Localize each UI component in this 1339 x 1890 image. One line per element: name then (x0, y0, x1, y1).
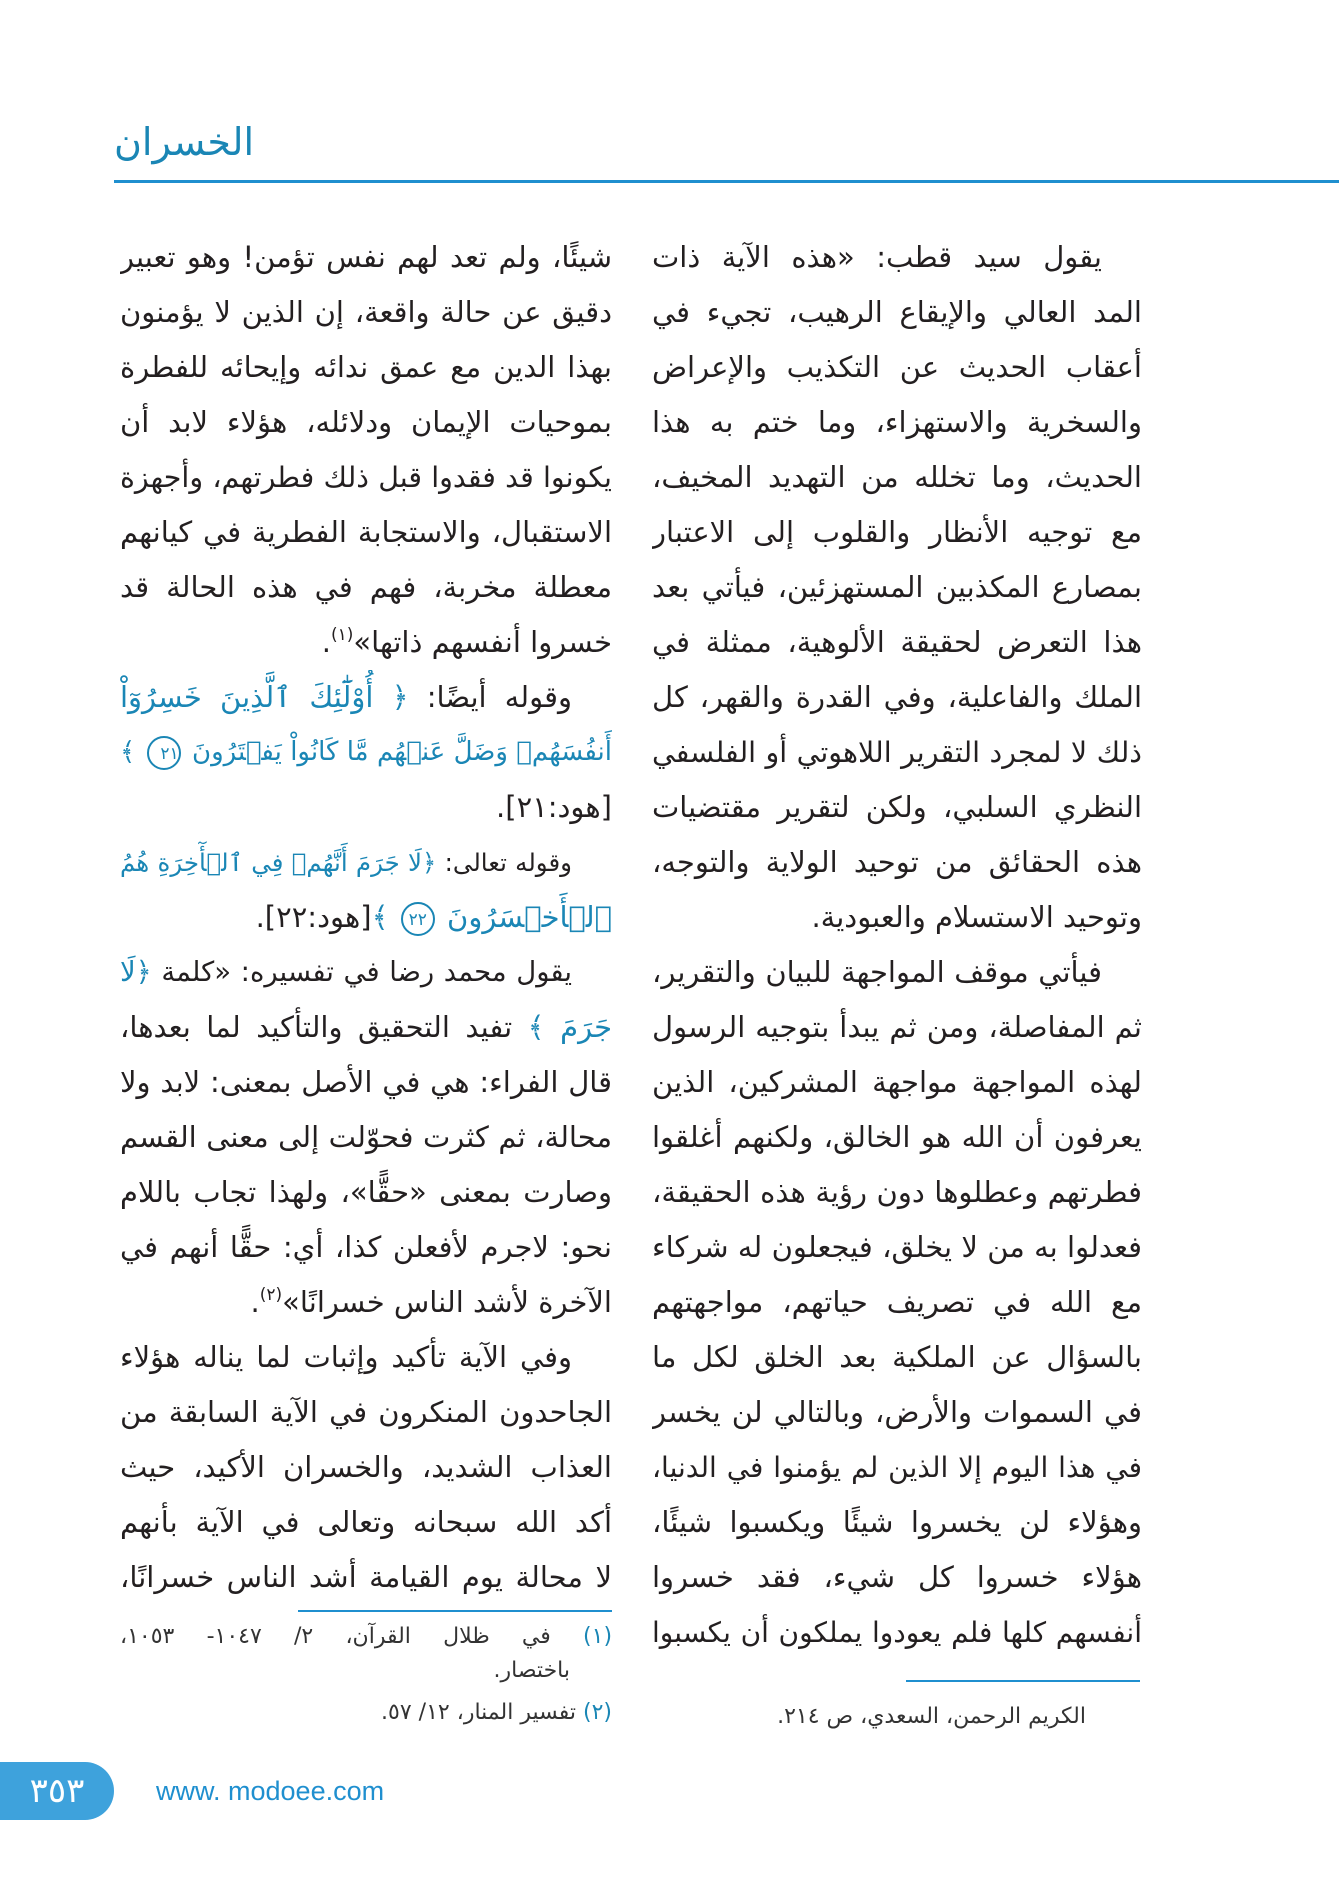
footnote-1 (120, 1620, 612, 1654)
paragraph-line: وتوحيد الاستسلام والعبودية. (811, 900, 1142, 934)
quran-verse-line (120, 725, 612, 780)
footnote-number: (١) (583, 1624, 612, 1649)
paragraph-line: محالة، ثم كثرت فحوّلت إلى معنى القسم (120, 1120, 612, 1154)
line-text: خسروا أنفسهم ذاتها» (353, 625, 612, 659)
left-column (120, 230, 612, 1605)
quran-close-bracket: ﴾ (371, 900, 389, 934)
paragraph-line (120, 1275, 612, 1330)
running-header-title: الخسران (114, 120, 254, 164)
verse-number-badge: ٢٢ (401, 902, 435, 936)
paragraph-line: مع الله في تصريف حياتهم، مواجهتهم (652, 1285, 1142, 1319)
paragraph-line: بموحيات الإيمان ودلائله، هؤلاء لابد أن (120, 405, 612, 439)
paragraph-line: مع توجيه الأنظار والقلوب إلى الاعتبار (652, 515, 1142, 549)
line-end: . (250, 1285, 260, 1319)
paragraph-line (120, 945, 612, 1000)
paragraph-line: هذه الحقائق من توحيد الولاية والتوجه، (652, 845, 1142, 879)
page-number-badge: ٣٥٣ (0, 1762, 114, 1820)
paragraph-line (120, 1000, 612, 1055)
verse-number-badge: ٢١ (147, 736, 181, 770)
footnotes-left (120, 1620, 612, 1730)
paragraph-line: وصارت بمعنى «حقًّا»، ولهذا تجاب باللام (120, 1175, 612, 1209)
paragraph-line: الحديث، وما تخلله من التهديد المخيف، (652, 460, 1142, 494)
quran-verse-text: أَنفُسَهُمۡ وَضَلَّ عَنۡهُم مَّا كَانُواْ يَفۡتَرُونَ (191, 737, 612, 767)
quran-close-bracket: ﴾ (120, 737, 136, 767)
paragraph-line: ذلك لا لمجرد التقرير اللاهوتي أو الفلسفي (652, 736, 1142, 769)
paragraph-line (120, 615, 612, 670)
line-text: الآخرة لأشد الناس خسرانًا» (282, 1285, 612, 1319)
quran-word: جَرَمَ ﴾ (527, 1010, 612, 1044)
footnote-separator-right (906, 1680, 1140, 1682)
paragraph-line: وفي الآية تأكيد وإثبات لما يناله هؤلاء (120, 1340, 572, 1374)
paragraph-line: يكونوا قد فقدوا قبل ذلك فطرتهم، وأجهزة (120, 461, 612, 494)
line-text: وقوله تعالى: (444, 848, 572, 877)
quran-verse-text: ٱلۡأَخۡسَرُونَ (447, 900, 612, 934)
paragraph-line: بمصارع المكذبين المستهزئين، فيأتي بعد (652, 570, 1142, 604)
paragraph-line: دقيق عن حالة واقعة، إن الذين لا يؤمنون (120, 295, 612, 329)
paragraph-line: أعقاب الحديث عن التكذيب والإعراض (652, 350, 1142, 384)
paragraph-line: شيئًا، ولم تعد لهم نفس تؤمن! وهو تعبير (120, 240, 612, 274)
paragraph-line: يعرفون أن الله هو الخالق، ولكنهم أغلقوا (652, 1120, 1142, 1154)
quran-verse-text: ﴿لَا جَرَمَ أَنَّهُمۡ فِي ٱلۡأٓخِرَةِ هُمُ (120, 848, 437, 877)
paragraph-line: والسخرية والاستهزاء، وما ختم به هذا (652, 405, 1142, 439)
paragraph-line: النظري السلبي، ولكن لتقرير مقتضيات (652, 790, 1142, 824)
paragraph-line: هؤلاء خسروا كل شيء، فقد خسروا (652, 1560, 1142, 1594)
paragraph-line: قال الفراء: هي في الأصل بمعنى: لابد ولا (120, 1065, 612, 1099)
line-end: . (321, 625, 331, 659)
footnote-number: (٢) (582, 1700, 612, 1725)
footnote-1-continuation: باختصار. (493, 1658, 570, 1683)
paragraph-line: هذا التعرض لحقيقة الألوهية، ممثلة في (652, 625, 1142, 659)
footnote-ref-1: (١) (330, 625, 354, 645)
paragraph-line: وهؤلاء لن يخسروا شيئًا ويكسبوا شيئًا، (652, 1505, 1142, 1539)
quran-verse-text: ﴿ أُوْلَٰٓئِكَ ٱلَّذِينَ خَسِرُوٓاْ (120, 680, 409, 714)
header-rule (114, 180, 1339, 183)
paragraph-line: فطرتهم وعطلوها دون رؤية هذه الحقيقة، (652, 1175, 1142, 1209)
footnote-text: تفسير المنار، ١٢/ ٥٧. (381, 1700, 576, 1725)
paragraph-line: نحو: لاجرم لأفعلن كذا، أي: حقًّا أنهم في (120, 1230, 612, 1264)
quran-word: ﴿لَا (120, 956, 152, 988)
paragraph-line: بالسؤال عن الملكية بعد الخلق لكل ما (652, 1340, 1142, 1374)
paragraph-line: العذاب الشديد، والخسران الأكيد، حيث (120, 1450, 612, 1484)
paragraph-line: معطلة مخربة، فهم في هذه الحالة قد (120, 570, 612, 604)
paragraph-line: أكد الله سبحانه وتعالى في الآية بأنهم (120, 1505, 612, 1539)
quran-intro-line (120, 670, 612, 725)
paragraph-line: المد العالي والإيقاع الرهيب، تجيء في (652, 295, 1142, 329)
footnote-ref-2: (٢) (259, 1285, 283, 1305)
website-url: www. modoee.com (156, 1776, 385, 1806)
paragraph-line: الملك والفاعلية، وفي القدرة والقهر، كل (652, 680, 1142, 714)
paragraph-line: ثم المفاصلة، ومن ثم يبدأ بتوجيه الرسول (652, 1010, 1142, 1044)
quran-verse-line (120, 890, 612, 945)
line-text: يقول محمد رضا في تفسيره: «كلمة (161, 956, 572, 988)
quran-intro-line (120, 835, 612, 890)
paragraph-line: فعدلوا به من لا يخلق، فيجعلون له شركاء (652, 1230, 1142, 1264)
paragraph-line: لهذه المواجهة مواجهة المشركين، الذين (652, 1065, 1142, 1099)
paragraph-line: أنفسهم كلها فلم يعودوا يملكون أن يكسبوا (652, 1616, 1142, 1649)
paragraph-line: الجاحدون المنكرون في الآية السابقة من (120, 1395, 612, 1429)
footnote-text: في ظلال القرآن، ٢/ ١٠٤٧- ١٠٥٣، (120, 1624, 551, 1649)
paragraph-line: في هذا اليوم إلا الذين لم يؤمنوا في الدنيا، (652, 1451, 1142, 1484)
paragraph-line: الاستقبال، والاستجابة الفطرية في كيانهم (120, 515, 612, 549)
line-text: وقوله أيضًا: (426, 680, 572, 714)
paragraph-line: بهذا الدين مع عمق ندائه وإيحائه للفطرة (120, 350, 612, 384)
paragraph-line: فيأتي موقف المواجهة للبيان والتقرير، (652, 955, 1102, 989)
line-text: تفيد التحقيق والتأكيد لما بعدها، (120, 1010, 513, 1044)
footnote-continued: الكريم الرحمن، السعدي، ص ٢١٤. (777, 1704, 1086, 1729)
verse-reference: [هود:٢١]. (496, 790, 612, 824)
paragraph-line: يقول سيد قطب: «هذه الآية ذات (652, 240, 1102, 274)
paragraph-line: في السموات والأرض، وبالتالي لن يخسر (652, 1395, 1142, 1429)
footnote-separator-left (298, 1610, 612, 1612)
right-column (652, 230, 1142, 1660)
verse-reference: [هود:٢٢]. (255, 900, 372, 934)
footnote-2 (120, 1696, 612, 1730)
paragraph-line: لا محالة يوم القيامة أشد الناس خسرانًا، (120, 1560, 612, 1594)
